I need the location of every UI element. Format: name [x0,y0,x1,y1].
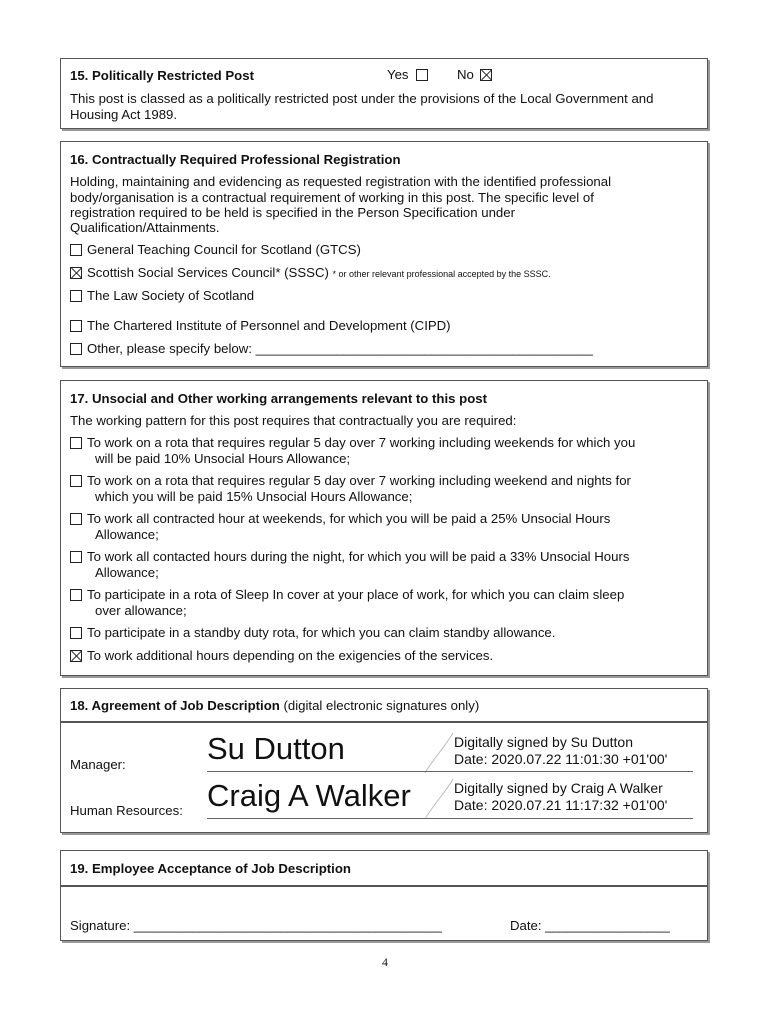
checkbox[interactable] [70,551,82,563]
option-line-2: will be paid 10% Unsocial Hours Allowance; [95,450,351,466]
section-15-body-line-1: This post is classed as a politically restricted post under the provisions of the Local Government and [70,91,654,106]
section-17-intro: The working pattern for this post requires that contractually you are required: [70,413,517,428]
option-line-1: To participate in a rota of Sleep In cover at your place of work, for which you can claim sleep [87,587,625,602]
option-line-1: To work on a rota that requires regular 5 day over 7 working including weekends for which you [87,435,636,450]
checkbox[interactable] [70,290,82,302]
section-19-title: 19. Employee Acceptance of Job Description [70,861,351,876]
hr-label: Human Resources: [70,803,183,818]
checkbox[interactable] [70,343,82,355]
yes-checkbox[interactable] [416,69,428,81]
working-option-2[interactable] [70,473,631,504]
working-option-3[interactable] [70,511,610,542]
section-16 [60,141,708,367]
hr-signature-name: Craig A Walker [207,778,411,813]
working-option-4[interactable] [70,549,629,580]
option-line-1: To work all contacted hours during the night, for which you will be paid a 33% Unsocial Hours [87,549,630,564]
registration-option-sssc[interactable] [70,265,551,280]
employee-signature-field[interactable]: Signature: __________________________________________ [70,918,442,933]
option-label: Other, please specify below: ______________________________________________ [87,341,593,356]
employee-date-field[interactable]: Date: _________________ [510,918,670,933]
option-line-1: To work additional hours depending on the exigencies of the services. [87,648,494,663]
hr-signed-date: Date: 2020.07.21 11:17:32 +01'00' [454,797,668,813]
no-checkbox[interactable] [480,69,492,81]
yes-option[interactable] [387,67,433,82]
signature-stroke-icon [421,775,457,821]
option-line-2: Allowance; [95,526,159,542]
option-label: The Law Society of Scotland [87,288,255,303]
checkbox[interactable] [70,513,82,525]
yes-label: Yes [387,67,409,82]
manager-signature-line [207,771,693,772]
manager-label: Manager: [70,757,126,772]
section-15 [60,58,708,129]
section-17 [60,380,708,676]
option-line-2: Allowance; [95,564,159,580]
section-18-title: 18. Agreement of Job Description [70,698,280,713]
option-line-1: To work all contracted hour at weekends, for which you will be paid a 25% Unsocial Hours [87,511,611,526]
section-16-body-line-4: Qualification/Attainments. [70,220,220,235]
hr-signature-line [207,818,693,819]
working-option-5[interactable] [70,587,624,618]
section-16-body-line-3: registration required to be held is specified in the Person Specification under [70,205,515,220]
registration-option-other[interactable] [70,341,593,356]
option-note: * or other relevant professional accepted by the SSSC. [332,269,551,279]
section-18-title-note: (digital electronic signatures only) [283,698,480,713]
working-option-6[interactable] [70,625,555,641]
checkbox[interactable] [70,627,82,639]
registration-option-cipd[interactable] [70,318,451,333]
option-line-2: over allowance; [95,602,187,618]
option-line-2: which you will be paid 15% Unsocial Hours Allowance; [95,488,413,504]
checkbox[interactable] [70,437,82,449]
section-17-title: 17. Unsocial and Other working arrangements relevant to this post [70,391,487,406]
section-16-title: 16. Contractually Required Professional Registration [70,152,401,167]
no-label: No [457,67,474,82]
registration-option-gtcs[interactable] [70,242,361,257]
section-18-header [60,688,708,722]
manager-signature-name: Su Dutton [207,731,345,766]
signature-stroke-icon [421,729,457,775]
option-label: Scottish Social Services Council* (SSSC) [87,265,329,280]
working-option-1[interactable] [70,435,635,466]
checkbox[interactable] [70,589,82,601]
section-16-body-line-1: Holding, maintaining and evidencing as requested registration with the identified professional [70,174,612,189]
option-label: General Teaching Council for Scotland (GTCS) [87,242,361,257]
section-19-body [60,886,708,941]
section-15-body-line-2: Housing Act 1989. [70,107,178,122]
section-15-title: 15. Politically Restricted Post [70,68,254,83]
option-line-1: To participate in a standby duty rota, for which you can claim standby allowance. [87,625,556,640]
checkbox[interactable] [70,650,82,662]
section-18-signatures [60,722,708,833]
registration-option-law-society[interactable] [70,288,254,303]
option-label: The Chartered Institute of Personnel and Development (CIPD) [87,318,451,333]
checkbox[interactable] [70,475,82,487]
no-option[interactable] [457,67,497,82]
hr-signed-by: Digitally signed by Craig A Walker [454,780,663,796]
manager-signed-by: Digitally signed by Su Dutton [454,734,633,750]
checkbox[interactable] [70,320,82,332]
page-number: 4 [382,955,388,969]
checkbox[interactable] [70,244,82,256]
section-18-title-row [70,698,479,713]
section-19-header [60,850,708,886]
working-option-7[interactable] [70,648,493,664]
checkbox[interactable] [70,267,82,279]
option-line-1: To work on a rota that requires regular 5 day over 7 working including weekend and nights for [87,473,631,488]
manager-signed-date: Date: 2020.07.22 11:01:30 +01'00' [454,751,668,767]
section-16-body-line-2: body/organisation is a contractual requirement of working in this post. The specific level of [70,190,594,205]
